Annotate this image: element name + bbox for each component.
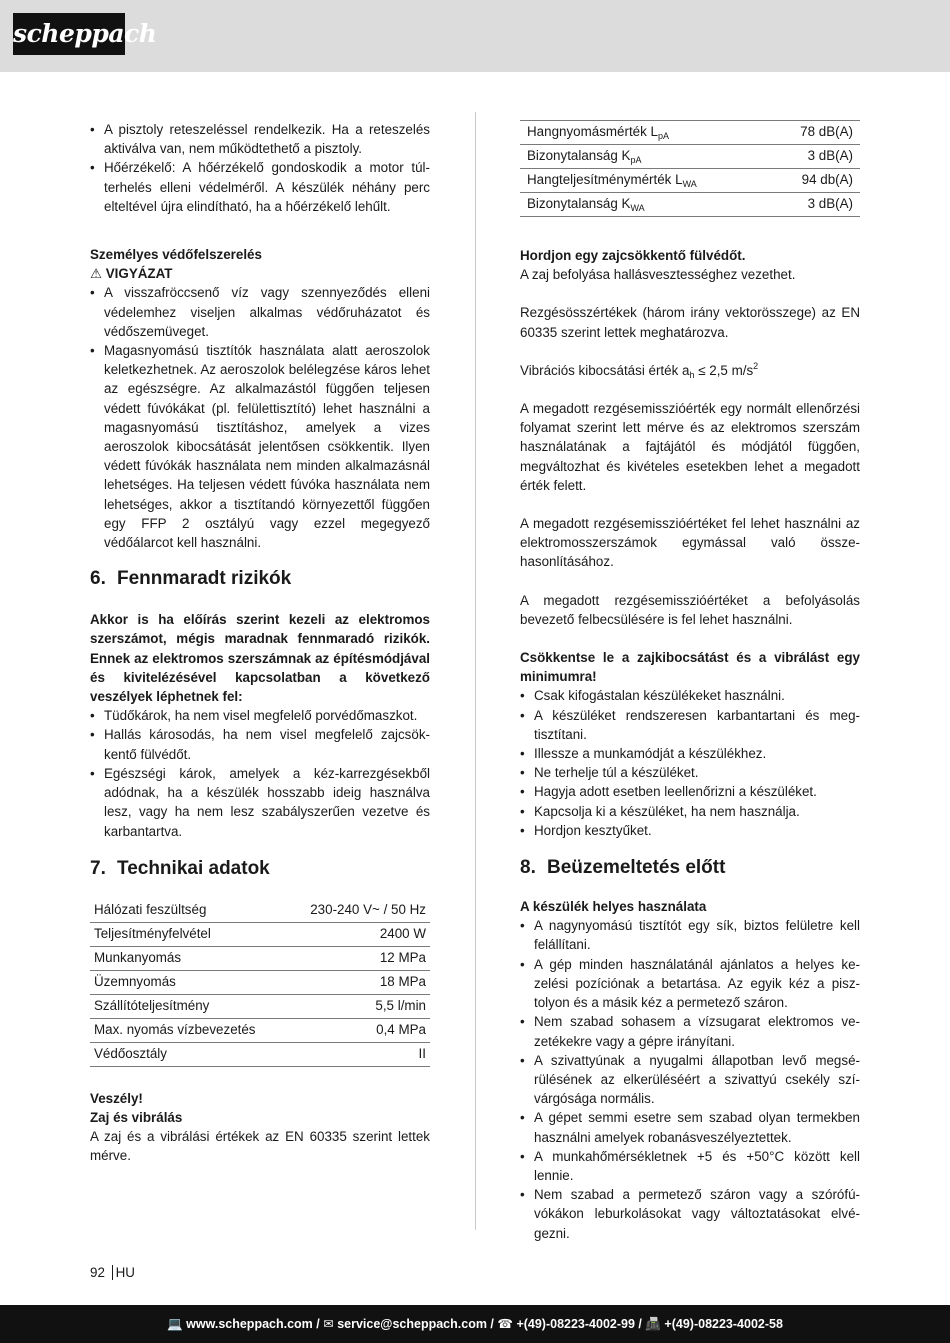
table-row xyxy=(90,994,430,1018)
warning-line xyxy=(90,264,430,283)
table-row xyxy=(90,970,430,994)
section-title: Technikai adatok xyxy=(117,857,270,879)
row-label: Teljesítményfelvétel xyxy=(94,925,211,941)
list-item: • Magasnyomású tisztítók használata alatt aeroszolok keletkezhetnek. Az aeroszolok belélegzése káros lehet az egészségre. Az alkalmazástól függően teljesen védett fúvókákat (pl. felülettisztító) lehet használni a magasnyomású tisztításhoz, amelyek a vizes aeroszolok kibocsátását jelentősen csökkentik. Ilyen védett fúvókák használata nem minden alkalmazásnál lehetséges. Ha teljesen védett fúvóka használata nem lehetséges, akkor a tisztítandó környezettől függően egy FFP 2 osztályú vagy ezzel megegyező védőálarcot kell használni. xyxy=(90,341,430,552)
left-column xyxy=(90,120,430,1166)
row-value: 0,4 MPa xyxy=(376,1021,426,1037)
list-item: • A gép minden használatánál ajánlatos a helyes kezelési pozíciónak a betartása. Az egyik kéz a pisztolyon és a másik kéz a permetező száron. xyxy=(520,955,860,1013)
noise-text: A zaj és a vibrálási értékek az EN 60335 szerint lettek mérve. xyxy=(90,1129,430,1164)
table-row xyxy=(520,145,860,169)
row-label: Bizonytalanság $K_{WA}$ xyxy=(527,196,645,214)
ppe-heading: Személyes védőfelszerelés xyxy=(90,247,262,263)
paragraph: A megadott rezgésemisszióértéket a befolyásolás bevezető felbecsülésére is fel lehet használni. xyxy=(520,592,860,627)
row-value: 3 dB(A) xyxy=(807,196,853,212)
danger-heading: Veszély! xyxy=(90,1090,143,1106)
reduce-heading: Csökkentse le a zajkibocsátást és a vibrálást egy minimumra! xyxy=(520,650,860,685)
row-label: Munkanyomás xyxy=(94,949,182,965)
warning-label: VIGYÁZAT xyxy=(105,266,173,282)
computer-icon: 💻 xyxy=(167,1317,183,1331)
table-row xyxy=(520,193,860,217)
table-row xyxy=(90,1018,430,1042)
usage-heading: A készülék helyes használata xyxy=(520,899,707,915)
section-title: Beüzemeltetés előtt xyxy=(547,857,726,879)
page-number: 92 HU xyxy=(90,1265,135,1280)
list-item: • A készüléket rendszeresen karbantartani és megtisztítani. xyxy=(520,706,860,744)
phone-number: +(49)-08223-4002-99 xyxy=(516,1317,635,1331)
list-item: • A gépet semmi esetre sem szabad olyan termekben használni amelyek robanásveszélyeztettek. xyxy=(520,1108,860,1146)
noise-values-table xyxy=(520,120,860,217)
row-value: II xyxy=(418,1045,426,1061)
fax-icon: 📠 xyxy=(645,1317,661,1331)
list-item: • Egészségi károk, amelyek a kéz-karrezgésekből adódnak, ha a készülék hosszabb ideig használva lesz, vagy ha nem lesz szabályszerűen vezetve és karbantartva. xyxy=(90,764,430,841)
section-number: 7. xyxy=(90,857,106,879)
row-value: 12 MPa xyxy=(379,949,426,965)
row-label: Szállítóteljesítmény xyxy=(94,997,210,1013)
row-label: Védőosztály xyxy=(94,1045,167,1061)
table-row xyxy=(520,121,860,145)
row-value: 78 dB(A) xyxy=(800,124,853,140)
row-value: 3 dB(A) xyxy=(807,148,853,164)
row-value: 230-240 V~ / 50 Hz xyxy=(310,901,426,917)
table-row xyxy=(520,169,860,193)
tech-data-table xyxy=(90,899,430,1067)
list-item: • A visszafröccsenő víz vagy szennyeződés elleni védelemhez viseljen alkalmas védőruházatot és védőszemüveget. xyxy=(90,283,430,341)
row-label: Max. nyomás vízbevezetés xyxy=(94,1021,256,1037)
list-item: • Illessze a munkamódját a készülékhez. xyxy=(520,744,860,763)
ppe-bullet-list xyxy=(90,283,430,552)
list-item: • Tüdőkárok, ha nem visel megfelelő porvédőmaszkot. xyxy=(90,706,430,725)
row-label: Hálózati feszültség xyxy=(94,901,207,917)
row-value: 94 db(A) xyxy=(801,172,853,188)
fax-number: +(49)-08223-4002-58 xyxy=(664,1317,783,1331)
page-footer: 💻 www.scheppach.com / ✉ service@scheppach.com / ☎ +(49)-08223-4002-99 / 📠 +(49)-08223-4002-58 xyxy=(0,1305,950,1343)
usage-bullet-list xyxy=(520,916,860,1242)
list-item: • Hagyja adott esetben leellenőrizni a készüléket. xyxy=(520,782,860,801)
list-item: • A szivattyúnak a nyugalmi állapotban levő megsérülésének az elkerüléséért a szivattyú csekély szívárgósága normális. xyxy=(520,1051,860,1109)
right-column xyxy=(520,120,860,1243)
table-row xyxy=(90,946,430,970)
section-title: Fennmaradt rizikók xyxy=(117,568,292,590)
hearing-protection-heading: Hordjon egy zajcsökkentő fülvédőt. xyxy=(520,248,746,263)
row-label: Hangteljesítménymérték $L_{WA}$ xyxy=(527,172,697,190)
vibration-value: Vibrációs kibocsátási érték $a_h \le 2,5$ $m/s^2$ xyxy=(520,360,759,380)
section-6-heading xyxy=(90,567,430,591)
row-value: 2400 W xyxy=(379,925,426,941)
section-number: 8. xyxy=(520,857,536,879)
paragraph: A megadott rezgésemisszióérték egy normált ellenőrzési folyamat szerint lett mérve és az elektromos szerszám használatának a fajtájától és módjától függően, megváltozhat és kivételes esetekben lehet a megadott érték felett. xyxy=(520,401,860,493)
section-8-heading xyxy=(520,856,860,880)
list-item: • Csak kifogástalan készülékeket használni. xyxy=(520,686,860,705)
section-number: 6. xyxy=(90,568,106,590)
vibration-paragraph: Rezgésösszértékek (három irány vektorösszege) az EN 60335 szerint lettek meghatározva. xyxy=(520,305,860,340)
list-item: • Hordjon kesztyűket. xyxy=(520,821,860,840)
email-link[interactable]: service@scheppach.com xyxy=(337,1317,487,1331)
risk-bullet-list xyxy=(90,706,430,840)
list-item: • Hőérzékelő: A hőérzékelő gondoskodik a motor túlterhelés elleni védelméről. A készülék néhány perc elteltével újra elindítható, ha a hőérzékelő lehűlt. xyxy=(90,158,430,216)
brand-logo: scheppach xyxy=(13,13,125,55)
list-item: • A nagynyomású tisztítót egy sík, biztos felületre kell felállítani. xyxy=(520,916,860,954)
noise-heading: Zaj és vibrálás xyxy=(90,1109,183,1125)
phone-icon: ☎ xyxy=(497,1317,513,1331)
envelope-icon: ✉ xyxy=(323,1317,334,1331)
hearing-text: A zaj befolyása hallásvesztességhez vezethet. xyxy=(520,267,796,283)
list-item: • Hallás károsodás, ha nem visel megfelelő zajcsökkentő fülvédőt. xyxy=(90,725,430,763)
list-item: • A munkahőmérsékletnek +5 és +50°C között kell lennie. xyxy=(520,1147,860,1185)
table-row xyxy=(90,1042,430,1066)
list-item: • Ne terhelje túl a készüléket. xyxy=(520,763,860,782)
list-item: • Kapcsolja ki a készüléket, ha nem használja. xyxy=(520,802,860,821)
row-label: Hangnyomásmérték $L_{pA}$ xyxy=(527,124,670,142)
reduce-bullet-list xyxy=(520,686,860,840)
list-item: • Nem szabad sohasem a vízsugarat elektromos vezetékekre vagy a gépre irányítani. xyxy=(520,1012,860,1050)
table-row xyxy=(90,899,430,923)
list-item: • A pisztoly reteszeléssel rendelkezik. Ha a reteszelés aktiválva van, nem működtethető a pisztoly. xyxy=(90,120,430,158)
intro-bullet-list xyxy=(90,120,430,216)
website-link[interactable]: www.scheppach.com xyxy=(186,1317,313,1331)
page-header xyxy=(0,0,950,72)
paragraph: A megadott rezgésemisszióértéket fel lehet használni az elektromosszerszámok egymással való összehasonlításához. xyxy=(520,516,860,570)
column-divider xyxy=(475,112,476,1230)
row-value: 18 MPa xyxy=(379,973,426,989)
row-value: 5,5 l/min xyxy=(375,997,426,1013)
warning-icon: ⚠ xyxy=(90,266,103,282)
list-item: • Nem szabad a permetező száron vagy a szórófúvókákon leburkolásokat vagy változtatásokat elvégezni. xyxy=(520,1185,860,1243)
table-row xyxy=(90,922,430,946)
row-label: Bizonytalanság $K_{pA}$ xyxy=(527,148,642,166)
section-6-intro: Akkor is ha előírás szerint kezeli az elektromos szerszámot, mégis maradnak fennmaradó rizikók. Ennek az elektromos szerszámnak az építésmódjával és kivitelézésével kapcsolatban a következő veszélyek léphetnek fel: xyxy=(90,612,430,705)
row-label: Üzemnyomás xyxy=(94,973,176,989)
section-7-heading xyxy=(90,857,430,881)
